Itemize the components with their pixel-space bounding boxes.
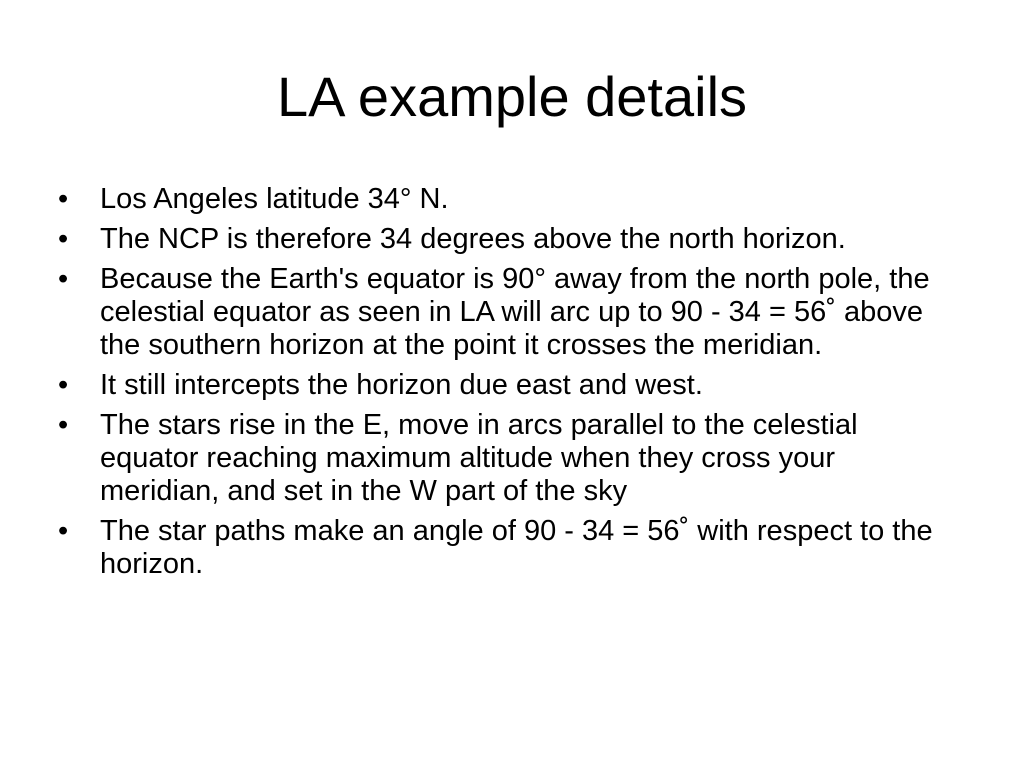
bullet-text: The star paths make an angle of 90 - 34 = 56˚ with respect to the horizon. bbox=[100, 515, 933, 580]
bullet-item-ncp bbox=[58, 223, 958, 256]
bullet-icon: • bbox=[58, 263, 69, 295]
bullet-item-latitude bbox=[58, 183, 958, 216]
bullet-item-star-motion bbox=[58, 409, 958, 508]
bullet-list bbox=[58, 183, 958, 588]
bullet-icon: • bbox=[58, 183, 69, 215]
bullet-item-celestial-equator bbox=[58, 263, 958, 362]
bullet-icon: • bbox=[58, 369, 69, 401]
bullet-text: Los Angeles latitude 34° N. bbox=[100, 183, 449, 215]
bullet-text: The stars rise in the E, move in arcs parallel to the celestial equator reaching maximum altitude when they cross your meridian, and set in the W part of the sky bbox=[100, 409, 858, 507]
bullet-item-star-path-angle bbox=[58, 515, 958, 581]
bullet-text: Because the Earth's equator is 90° away from the north pole, the celestial equator as seen in LA will arc up to 90 - 34 = 56˚ above the southern horizon at the point it crosses the meridian. bbox=[100, 263, 930, 361]
bullet-icon: • bbox=[58, 515, 69, 547]
bullet-icon: • bbox=[58, 409, 69, 441]
slide-title: LA example details bbox=[276, 65, 748, 128]
bullet-text: The NCP is therefore 34 degrees above the north horizon. bbox=[100, 223, 846, 255]
bullet-icon: • bbox=[58, 223, 69, 255]
bullet-item-horizon-intercept bbox=[58, 369, 958, 402]
bullet-text: It still intercepts the horizon due east and west. bbox=[100, 369, 703, 401]
